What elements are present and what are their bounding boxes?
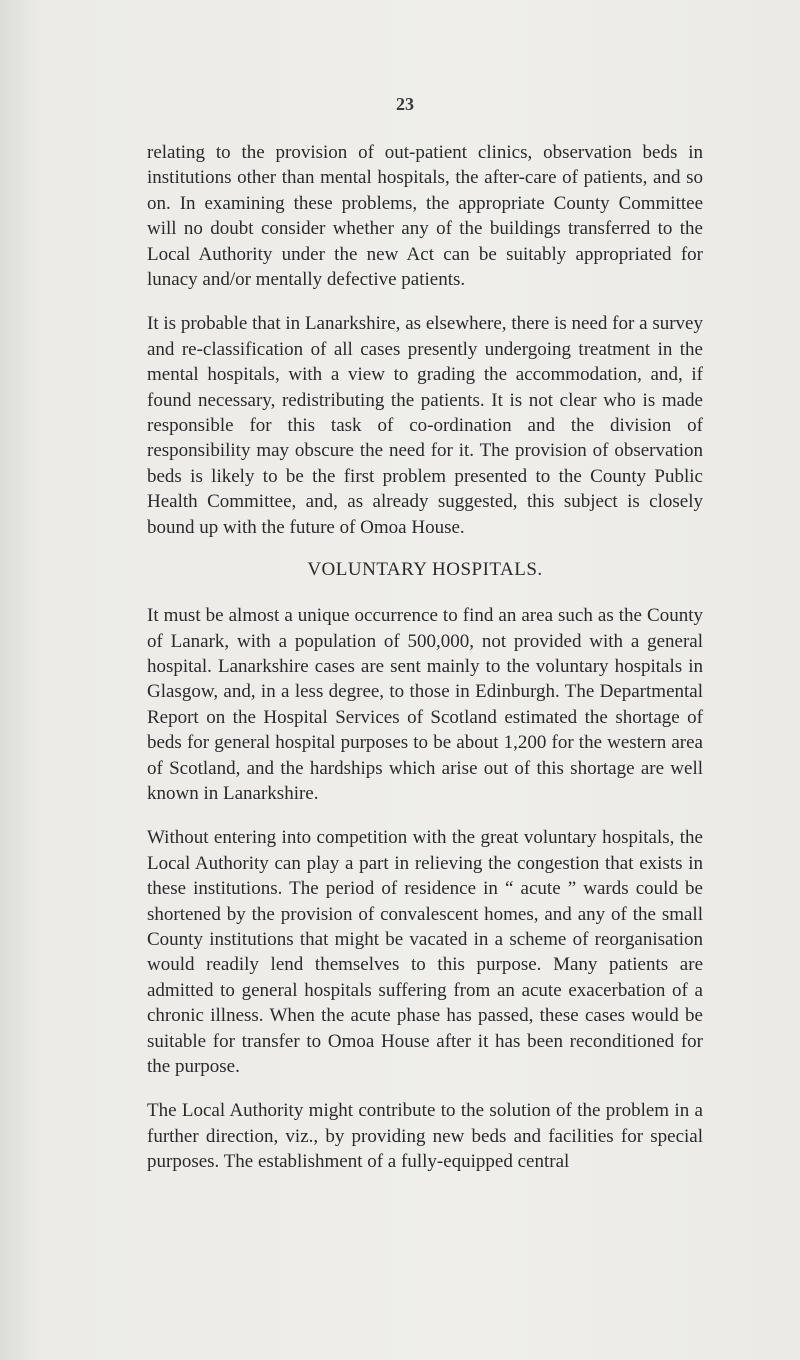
paragraph-1: relating to the provision of out-patient clinics, observation beds in institutions other than mental hospitals, the after-care of patients, and so on. In examining these problems, the appropriate County Committee will no doubt consider whether any of the buildings transferred to the Local Authority under the new Act can be suitably appropriated for lunacy and/or mentally defective patients.	[147, 142, 703, 291]
paragraph-5: The Local Authority might contribute to the solution of the problem in a further direction, viz., by providing new beds and facilities for special purposes. The establishment of a fully-equipped central	[147, 1100, 703, 1173]
paragraph-4: Without entering into competition with the great voluntary hospitals, the Local Authority can play a part in relieving the congestion that exists in these institutions. The period of residence in “ acute ” wards could be shortened by the provision of convalescent homes, and any of the small County institutions that might be vacated in a scheme of reorganisation would readily lend themselves to this purpose. Many patients are admitted to general hospitals suffering from an acute exacerbation of a chronic illness. When the acute phase has passed, these cases would be suitable for transfer to Omoa House after it has been reconditioned for the purpose.	[147, 827, 703, 1077]
paragraph-3: It must be almost a unique occurrence to find an area such as the County of Lanark, with a population of 500,000, not provided with a general hospital. Lanarkshire cases are sent mainly to the voluntary hospitals in Glasgow, and, in a less degree, to those in Edinburgh. The Departmental Report on the Hospital Services of Scotland estimated the shortage of beds for general hospital purposes to be about 1,200 for the western area of Scotland, and the hardships which arise out of this shortage are well known in Lanarkshire.	[147, 605, 703, 804]
page-body	[147, 140, 703, 1194]
section-heading: VOLUNTARY HOSPITALS.	[307, 559, 543, 581]
page-number: 23	[396, 94, 414, 114]
paragraph-2: It is probable that in Lanarkshire, as elsewhere, there is need for a survey and re-classification of all cases presently undergoing treatment in the mental hospitals, with a view to grading the accommodation, and, if found necessary, redistributing the patients. It is not clear who is made responsible for this task of co-ordination and the division of responsibility may obscure the need for it. The provision of observation beds is likely to be the first problem presented to the County Public Health Committee, and, as already suggested, this subject is closely bound up with the future of Omoa House.	[147, 313, 703, 538]
